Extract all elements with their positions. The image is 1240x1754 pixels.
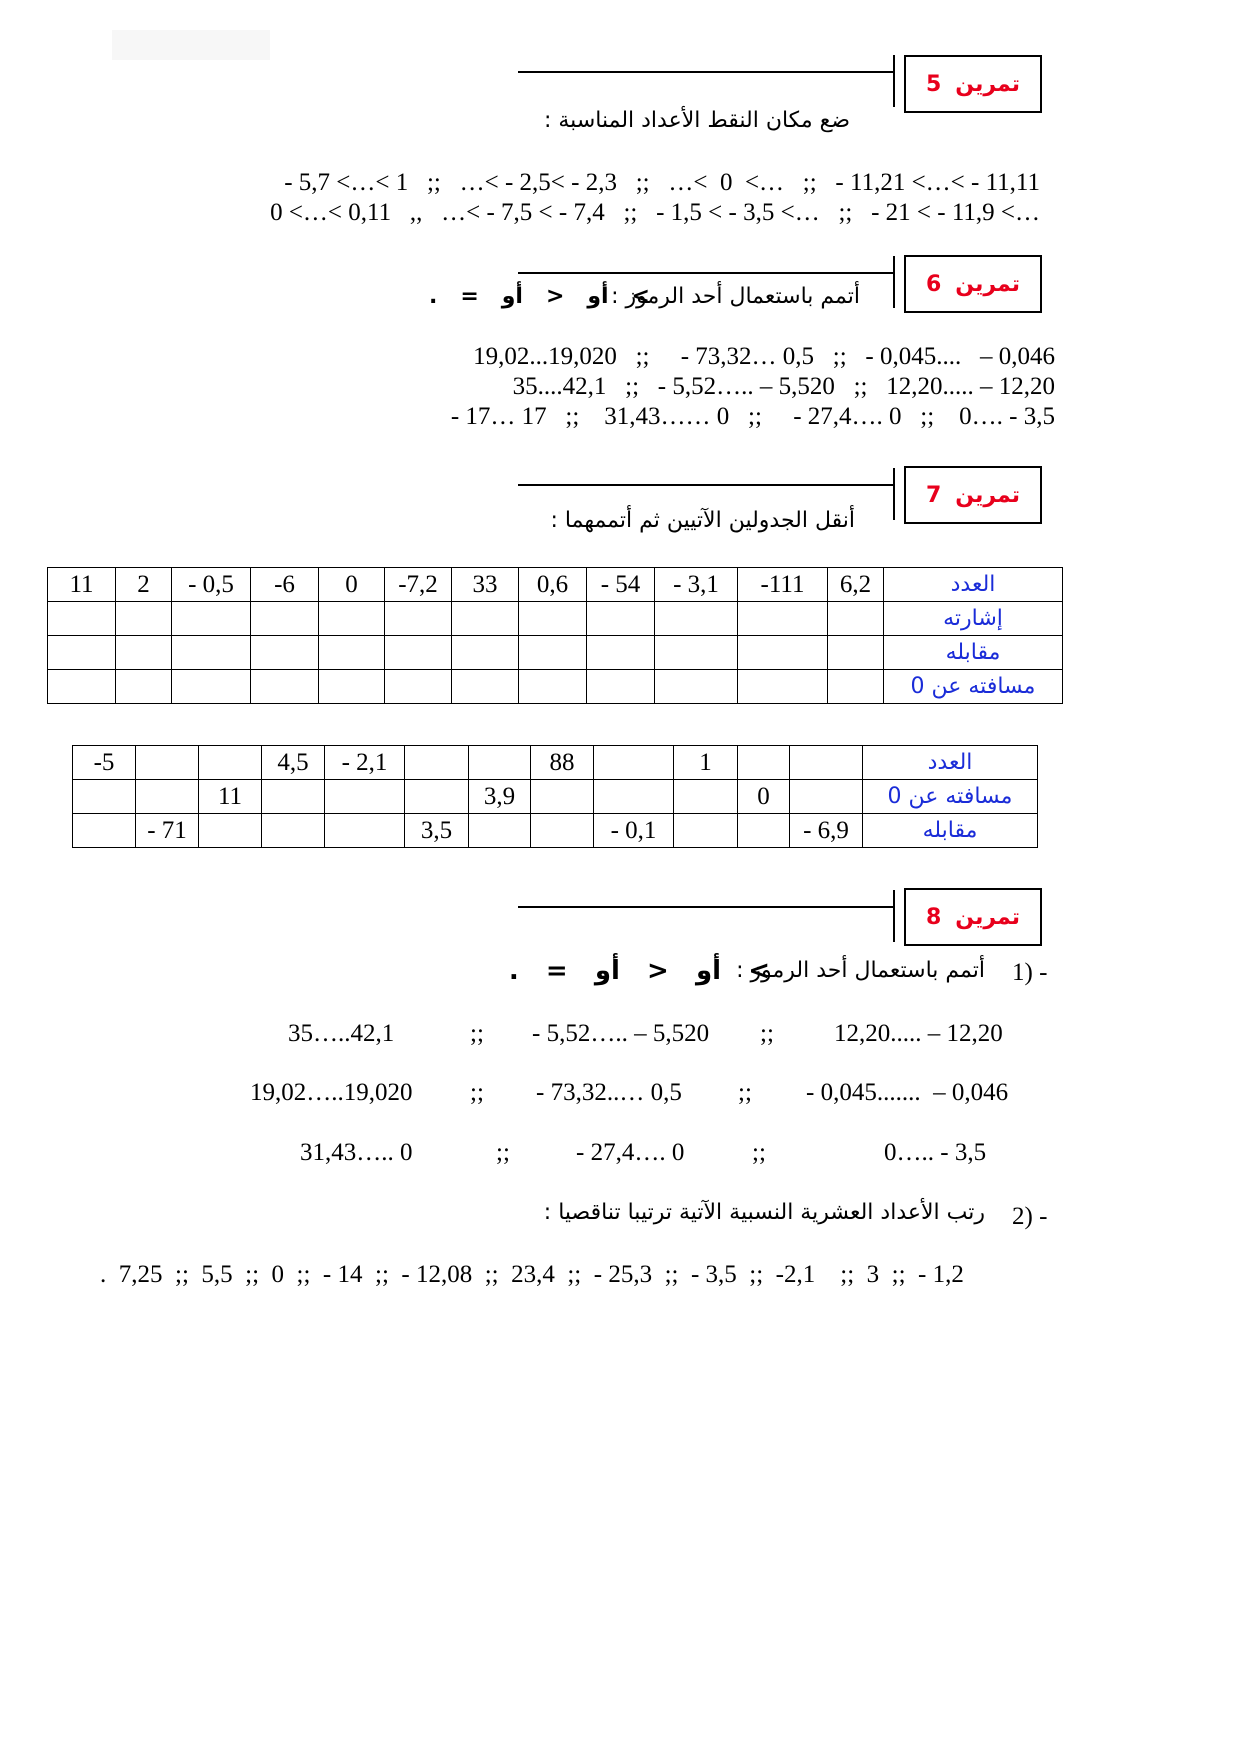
- table-cell: [655, 636, 738, 670]
- ex5-title-word: تمرين: [955, 71, 1021, 97]
- table-cell: [674, 780, 738, 814]
- table-cell: 0: [319, 568, 385, 602]
- ex8-row-2-item-2: - 73,32..… 0,5: [536, 1079, 682, 1106]
- table-cell: [594, 780, 674, 814]
- ex6-line-3: - 17… 17 ;; 31,43…… 0 ;; - 27,4…. 0 ;; 0…. - 3,5: [450, 403, 1055, 430]
- table-cell: - 54: [587, 568, 655, 602]
- ex5-title-number: 5: [925, 71, 942, 97]
- table-cell: -111: [738, 568, 828, 602]
- table-cell: [385, 636, 452, 670]
- ex7-title-word: تمرين: [955, 482, 1021, 508]
- ex5-rule: [518, 71, 895, 73]
- table-cell: 4,5: [262, 746, 325, 780]
- ex7-table-1-row-sign: [48, 602, 1063, 636]
- table-cell: [262, 780, 325, 814]
- table-cell: [251, 602, 319, 636]
- ex8-title-number: 8: [925, 904, 942, 930]
- table-cell: - 6,9: [790, 814, 863, 848]
- table-cell: 3,9: [469, 780, 531, 814]
- ex8-row-2-sep-2: ;;: [470, 1079, 484, 1106]
- ex8-row-1-sep-2: ;;: [470, 1020, 484, 1047]
- ex6-title-box: [904, 255, 1042, 313]
- row-header-distance: مسافته عن 0: [884, 670, 1063, 704]
- table-cell: [172, 602, 251, 636]
- ex7-title-number: 7: [925, 482, 942, 508]
- ex8-rule: [518, 906, 895, 908]
- table-cell: [48, 636, 116, 670]
- table-cell: [116, 602, 172, 636]
- table-cell: [738, 602, 828, 636]
- table-cell: [385, 602, 452, 636]
- table-cell: [199, 814, 262, 848]
- table-cell: [531, 780, 594, 814]
- table-cell: 11: [48, 568, 116, 602]
- table-cell: [452, 636, 519, 670]
- table-cell: [325, 814, 405, 848]
- ex8-row-1-sep-1: ;;: [760, 1020, 774, 1047]
- table-cell: [519, 636, 587, 670]
- table-cell: 88: [531, 746, 594, 780]
- table-cell: 0,6: [519, 568, 587, 602]
- ex6-symbols: > أو < أو = .: [429, 284, 650, 309]
- table-cell: [136, 746, 199, 780]
- table-cell: [452, 602, 519, 636]
- table-cell: 6,2: [828, 568, 884, 602]
- table-cell: [251, 670, 319, 704]
- table-cell: - 0,1: [594, 814, 674, 848]
- table-cell: 11: [199, 780, 262, 814]
- ex6-rule-end: [893, 256, 895, 308]
- table-cell: [519, 670, 587, 704]
- table-cell: [405, 746, 469, 780]
- ex6-line-2: 35....42,1 ;; - 5,52….. – 5,520 ;; 12,20..... – 12,20: [512, 373, 1055, 400]
- ex7-rule-end: [893, 468, 895, 520]
- ex8-row-3-item-2: - 27,4…. 0: [576, 1139, 685, 1166]
- row-header-opposite: مقابله: [863, 814, 1038, 848]
- row-header-distance: مسافته عن 0: [863, 780, 1038, 814]
- ex8-row-3-sep-1: ;;: [752, 1139, 766, 1166]
- table-cell: [199, 746, 262, 780]
- table-cell: - 3,1: [655, 568, 738, 602]
- table-cell: [828, 636, 884, 670]
- ex7-table-2: [72, 745, 1038, 848]
- ex7-table-1-row-distance: [48, 670, 1063, 704]
- table-cell: [172, 670, 251, 704]
- ex8-rule-end: [893, 890, 895, 942]
- ex6-title-word: تمرين: [955, 271, 1021, 297]
- ex8-row-3-item-1: 0….. - 3,5: [884, 1139, 987, 1166]
- ex6-rule: [518, 272, 895, 274]
- table-cell: 33: [452, 568, 519, 602]
- ex8-row-3-item-3: 31,43….. 0: [300, 1139, 413, 1166]
- ex5-instruction: ضع مكان النقط الأعداد المناسبة :: [543, 108, 850, 133]
- ex7-title-box: [904, 466, 1042, 524]
- ex8-row-2-item-1: - 0,045....... – 0,046: [806, 1079, 1009, 1106]
- ex7-table-1-row-opposite: [48, 636, 1063, 670]
- table-cell: [674, 814, 738, 848]
- table-cell: [587, 670, 655, 704]
- ex5-title-box: [904, 55, 1042, 113]
- table-cell: [655, 602, 738, 636]
- table-cell: [469, 814, 531, 848]
- table-cell: [790, 780, 863, 814]
- table-cell: 2: [116, 568, 172, 602]
- ex8-row-2-item-3: 19,02…..19,020: [250, 1079, 413, 1106]
- table-cell: 0: [738, 780, 790, 814]
- table-cell: -6: [251, 568, 319, 602]
- table-cell: - 0,5: [172, 568, 251, 602]
- ex7-table-1-row-number: [48, 568, 1063, 602]
- table-cell: [531, 814, 594, 848]
- table-cell: [519, 602, 587, 636]
- table-cell: [828, 670, 884, 704]
- ex7-table-2-row-number: [73, 746, 1038, 780]
- ex8-part2-label: 2) -: [1012, 1203, 1048, 1230]
- table-cell: [325, 780, 405, 814]
- ex6-instruction: أتمم باستعمال أحد الرموز :: [611, 284, 860, 309]
- table-cell: [738, 670, 828, 704]
- table-cell: [116, 636, 172, 670]
- table-cell: 3,5: [405, 814, 469, 848]
- table-cell: [587, 636, 655, 670]
- table-cell: -7,2: [385, 568, 452, 602]
- ex5-line-2: 0 <…< 0,11 ,, …< - 7,5 < - 7,4 ;; - 1,5 < - 3,5 <… ;; - 21 < - 11,9 <…: [270, 199, 1040, 226]
- table-cell: [469, 746, 531, 780]
- table-cell: [594, 746, 674, 780]
- table-cell: [385, 670, 452, 704]
- ex8-row-1-item-1: 12,20..... – 12,20: [834, 1020, 1003, 1047]
- ex7-instruction: أنقل الجدولين الآتيين ثم أتممهما :: [550, 508, 855, 533]
- table-cell: [738, 746, 790, 780]
- ex8-part2-instruction: رتب الأعداد العشرية النسبية الآتية ترتيبا تناقصيا :: [543, 1200, 985, 1225]
- table-cell: [251, 636, 319, 670]
- ex6-title-number: 6: [925, 271, 942, 297]
- ex8-title-word: تمرين: [955, 904, 1021, 930]
- ex7-table-2-row-opposite: [73, 814, 1038, 848]
- table-cell: [73, 814, 136, 848]
- table-cell: [319, 670, 385, 704]
- ex8-part1-label: 1) -: [1012, 959, 1048, 986]
- table-cell: [452, 670, 519, 704]
- ex8-row-1-item-3: 35…..42,1: [288, 1020, 395, 1047]
- ex5-line-1: - 5,7 <…< 1 ;; …< - 2,5< - 2,3 ;; …< 0 <… ;; - 11,21 <…< - 11,11: [284, 169, 1040, 196]
- table-cell: [828, 602, 884, 636]
- ex7-rule: [518, 484, 895, 486]
- table-cell: [790, 746, 863, 780]
- table-cell: [738, 636, 828, 670]
- ex7-table-1: [47, 567, 1063, 704]
- ex8-row-1-item-2: - 5,52….. – 5,520: [532, 1020, 710, 1047]
- table-cell: [405, 780, 469, 814]
- ex5-rule-end: [893, 55, 895, 107]
- table-cell: [262, 814, 325, 848]
- faint-mark: [112, 30, 270, 60]
- table-cell: 1: [674, 746, 738, 780]
- table-cell: [116, 670, 172, 704]
- table-cell: - 2,1: [325, 746, 405, 780]
- table-cell: [655, 670, 738, 704]
- table-cell: [587, 602, 655, 636]
- ex8-row-3-sep-2: ;;: [496, 1139, 510, 1166]
- row-header-opposite: مقابله: [884, 636, 1063, 670]
- table-cell: -5: [73, 746, 136, 780]
- table-cell: [319, 602, 385, 636]
- ex8-part1-instruction: أتمم باستعمال أحد الرموز :: [736, 958, 985, 983]
- table-cell: [738, 814, 790, 848]
- table-cell: [319, 636, 385, 670]
- table-cell: - 71: [136, 814, 199, 848]
- ex8-title-box: [904, 888, 1042, 946]
- ex7-table-2-row-distance: [73, 780, 1038, 814]
- table-cell: [73, 780, 136, 814]
- ex8-part2-numbers: . 7,25 ;; 5,5 ;; 0 ;; - 14 ;; - 12,08 ;; 23,4 ;; - 25,3 ;; - 3,5 ;; -2,1 ;; 3 ;; - 1,2: [100, 1261, 964, 1288]
- ex8-part1-symbols: > أو < أو = .: [508, 956, 770, 986]
- table-cell: [48, 670, 116, 704]
- table-cell: [172, 636, 251, 670]
- row-header-number: العدد: [884, 568, 1063, 602]
- row-header-sign: إشارته: [884, 602, 1063, 636]
- table-cell: [136, 780, 199, 814]
- ex6-line-1: 19,02...19,020 ;; - 73,32… 0,5 ;; - 0,045.... – 0,046: [473, 343, 1055, 370]
- ex8-row-2-sep-1: ;;: [738, 1079, 752, 1106]
- row-header-number: العدد: [863, 746, 1038, 780]
- table-cell: [48, 602, 116, 636]
